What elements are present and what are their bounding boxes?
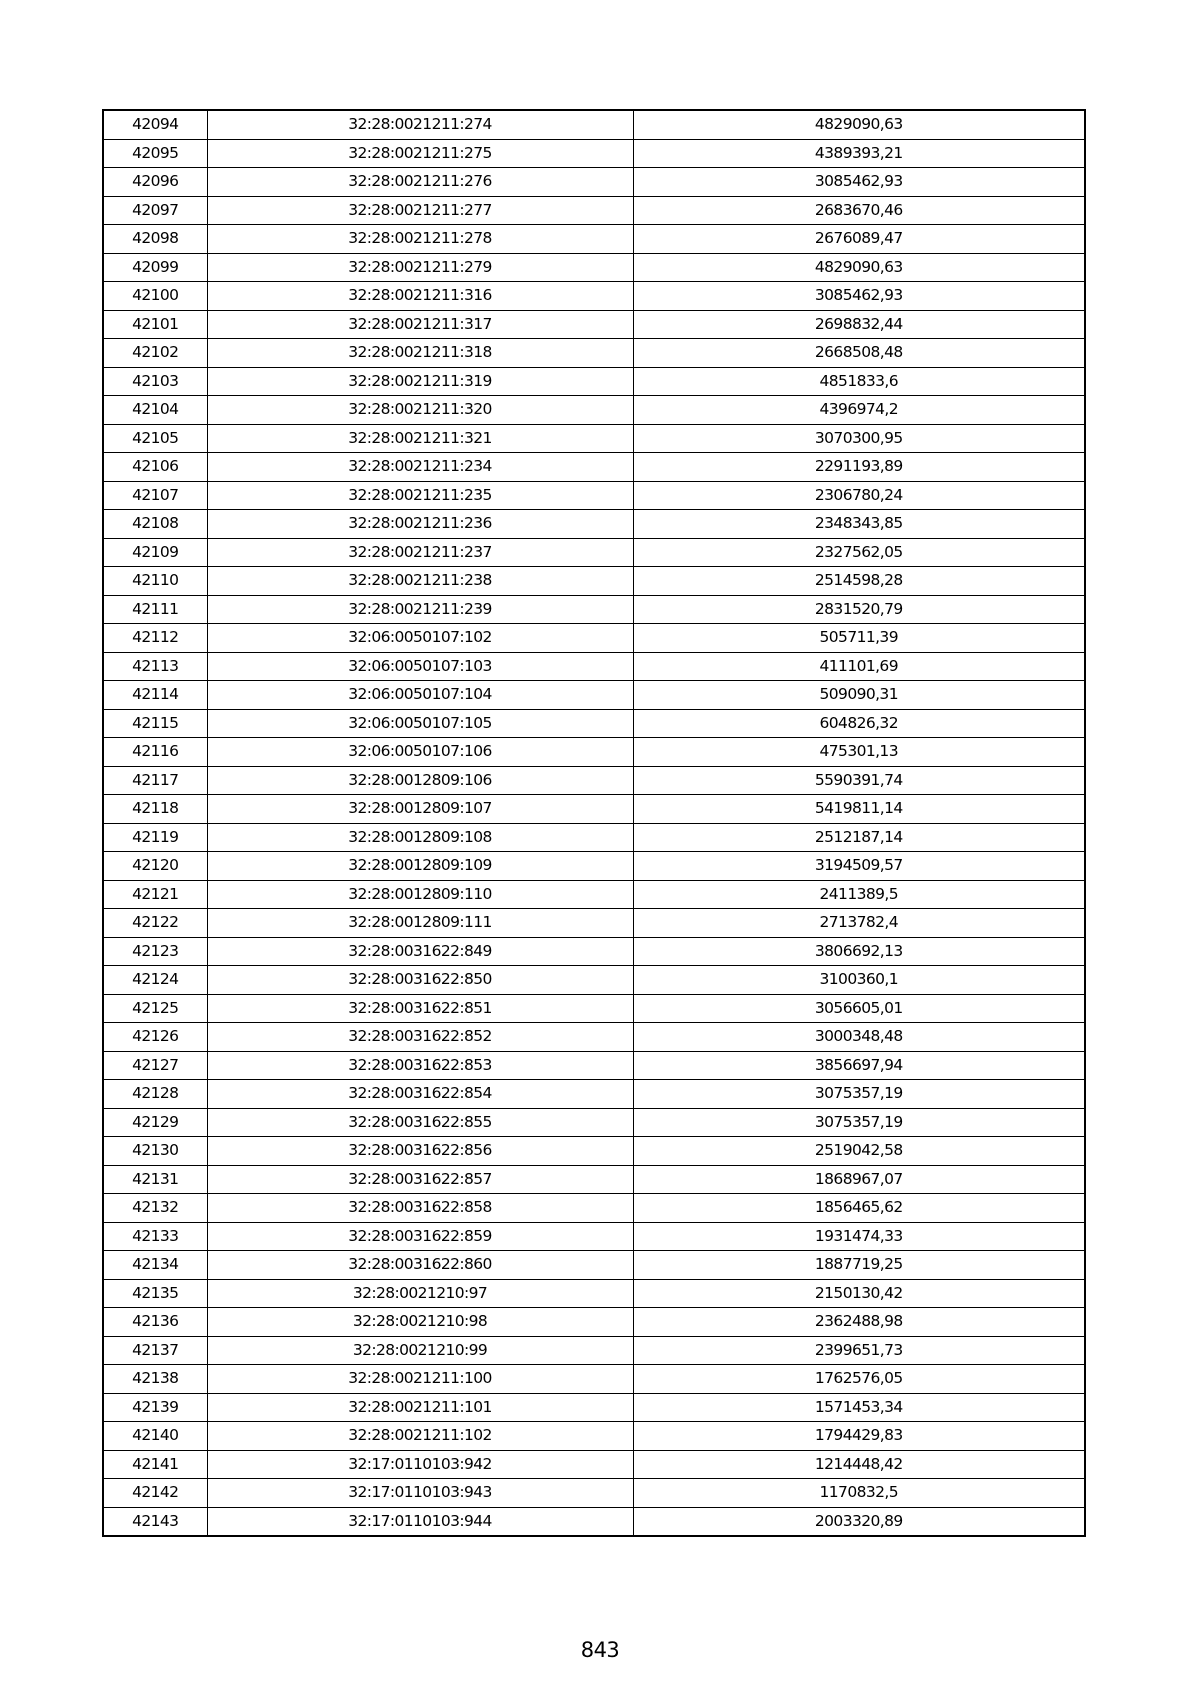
- row-number-cell: 42112: [103, 624, 207, 653]
- value-cell: 3000348,48: [633, 1023, 1085, 1052]
- cadastral-number-cell: 32:28:0031622:852: [207, 1023, 633, 1052]
- value-cell: 2519042,58: [633, 1137, 1085, 1166]
- table-row: [103, 937, 1085, 966]
- row-number-cell: 42118: [103, 795, 207, 824]
- cadastral-number-cell: 32:28:0021211:321: [207, 424, 633, 453]
- value-cell: 2676089,47: [633, 225, 1085, 254]
- cadastral-number-cell: 32:28:0021211:101: [207, 1393, 633, 1422]
- table-row: [103, 738, 1085, 767]
- table-row: [103, 624, 1085, 653]
- value-cell: 3075357,19: [633, 1108, 1085, 1137]
- cadastral-number-cell: 32:28:0021211:320: [207, 396, 633, 425]
- table-row: [103, 852, 1085, 881]
- table-row: [103, 196, 1085, 225]
- cadastral-number-cell: 32:28:0021211:102: [207, 1422, 633, 1451]
- value-cell: 2399651,73: [633, 1336, 1085, 1365]
- row-number-cell: 42105: [103, 424, 207, 453]
- cadastral-number-cell: 32:28:0021211:239: [207, 595, 633, 624]
- cadastral-number-cell: 32:06:0050107:106: [207, 738, 633, 767]
- row-number-cell: 42121: [103, 880, 207, 909]
- value-cell: 4829090,63: [633, 110, 1085, 139]
- value-cell: 2683670,46: [633, 196, 1085, 225]
- table-row: [103, 453, 1085, 482]
- table-row: [103, 1051, 1085, 1080]
- row-number-cell: 42100: [103, 282, 207, 311]
- value-cell: 4389393,21: [633, 139, 1085, 168]
- cadastral-number-cell: 32:28:0012809:108: [207, 823, 633, 852]
- table-row: [103, 681, 1085, 710]
- value-cell: 1571453,34: [633, 1393, 1085, 1422]
- table-row: [103, 1108, 1085, 1137]
- cadastral-number-cell: 32:28:0021211:100: [207, 1365, 633, 1394]
- table-row: [103, 1308, 1085, 1337]
- row-number-cell: 42098: [103, 225, 207, 254]
- value-cell: 2327562,05: [633, 538, 1085, 567]
- cadastral-number-cell: 32:28:0031622:849: [207, 937, 633, 966]
- row-number-cell: 42137: [103, 1336, 207, 1365]
- value-cell: 1856465,62: [633, 1194, 1085, 1223]
- value-cell: 411101,69: [633, 652, 1085, 681]
- row-number-cell: 42133: [103, 1222, 207, 1251]
- value-cell: 2306780,24: [633, 481, 1085, 510]
- cadastral-number-cell: 32:06:0050107:104: [207, 681, 633, 710]
- row-number-cell: 42122: [103, 909, 207, 938]
- table-row: [103, 481, 1085, 510]
- value-cell: 2362488,98: [633, 1308, 1085, 1337]
- cadastral-number-cell: 32:17:0110103:943: [207, 1479, 633, 1508]
- cadastral-number-cell: 32:28:0031622:859: [207, 1222, 633, 1251]
- value-cell: 3194509,57: [633, 852, 1085, 881]
- value-cell: 3085462,93: [633, 282, 1085, 311]
- table-row: [103, 994, 1085, 1023]
- row-number-cell: 42115: [103, 709, 207, 738]
- row-number-cell: 42139: [103, 1393, 207, 1422]
- table-row: [103, 538, 1085, 567]
- table-row: [103, 1080, 1085, 1109]
- cadastral-number-cell: 32:28:0021211:238: [207, 567, 633, 596]
- cadastral-number-cell: 32:06:0050107:103: [207, 652, 633, 681]
- table-row: [103, 1165, 1085, 1194]
- cadastral-number-cell: 32:28:0031622:860: [207, 1251, 633, 1280]
- cadastral-number-cell: 32:28:0021211:274: [207, 110, 633, 139]
- cadastral-number-cell: 32:28:0012809:106: [207, 766, 633, 795]
- table-row: [103, 1422, 1085, 1451]
- table-row: [103, 909, 1085, 938]
- table-row: [103, 567, 1085, 596]
- row-number-cell: 42126: [103, 1023, 207, 1052]
- cadastral-number-cell: 32:28:0021210:98: [207, 1308, 633, 1337]
- cadastral-number-cell: 32:28:0021211:317: [207, 310, 633, 339]
- row-number-cell: 42125: [103, 994, 207, 1023]
- table-row: [103, 339, 1085, 368]
- table-row: [103, 424, 1085, 453]
- value-cell: 5590391,74: [633, 766, 1085, 795]
- row-number-cell: 42099: [103, 253, 207, 282]
- cadastral-number-cell: 32:17:0110103:942: [207, 1450, 633, 1479]
- row-number-cell: 42106: [103, 453, 207, 482]
- table-row: [103, 282, 1085, 311]
- table-row: [103, 1222, 1085, 1251]
- cadastral-number-cell: 32:28:0021211:235: [207, 481, 633, 510]
- table-row: [103, 1507, 1085, 1536]
- table-row: [103, 310, 1085, 339]
- row-number-cell: 42110: [103, 567, 207, 596]
- cadastral-number-cell: 32:28:0031622:853: [207, 1051, 633, 1080]
- table-row: [103, 168, 1085, 197]
- row-number-cell: 42117: [103, 766, 207, 795]
- row-number-cell: 42127: [103, 1051, 207, 1080]
- row-number-cell: 42135: [103, 1279, 207, 1308]
- table-body: [103, 110, 1085, 1536]
- cadastral-number-cell: 32:28:0021210:99: [207, 1336, 633, 1365]
- table-row: [103, 1279, 1085, 1308]
- value-cell: 3085462,93: [633, 168, 1085, 197]
- value-cell: 1868967,07: [633, 1165, 1085, 1194]
- table-row: [103, 1479, 1085, 1508]
- row-number-cell: 42131: [103, 1165, 207, 1194]
- table-row: [103, 1137, 1085, 1166]
- value-cell: 1762576,05: [633, 1365, 1085, 1394]
- value-cell: 3070300,95: [633, 424, 1085, 453]
- table-row: [103, 367, 1085, 396]
- value-cell: 509090,31: [633, 681, 1085, 710]
- table-row: [103, 510, 1085, 539]
- value-cell: 2698832,44: [633, 310, 1085, 339]
- row-number-cell: 42143: [103, 1507, 207, 1536]
- row-number-cell: 42132: [103, 1194, 207, 1223]
- table-row: [103, 1194, 1085, 1223]
- row-number-cell: 42111: [103, 595, 207, 624]
- value-cell: 2668508,48: [633, 339, 1085, 368]
- table-row: [103, 709, 1085, 738]
- value-cell: 4829090,63: [633, 253, 1085, 282]
- table-row: [103, 880, 1085, 909]
- value-cell: 3056605,01: [633, 994, 1085, 1023]
- cadastral-number-cell: 32:28:0031622:855: [207, 1108, 633, 1137]
- cadastral-number-cell: 32:17:0110103:944: [207, 1507, 633, 1536]
- table-row: [103, 225, 1085, 254]
- cadastral-number-cell: 32:28:0031622:854: [207, 1080, 633, 1109]
- row-number-cell: 42113: [103, 652, 207, 681]
- row-number-cell: 42130: [103, 1137, 207, 1166]
- value-cell: 3856697,94: [633, 1051, 1085, 1080]
- row-number-cell: 42102: [103, 339, 207, 368]
- value-cell: 475301,13: [633, 738, 1085, 767]
- cadastral-number-cell: 32:06:0050107:105: [207, 709, 633, 738]
- row-number-cell: 42119: [103, 823, 207, 852]
- row-number-cell: 42136: [103, 1308, 207, 1337]
- row-number-cell: 42095: [103, 139, 207, 168]
- cadastral-number-cell: 32:28:0021211:237: [207, 538, 633, 567]
- row-number-cell: 42120: [103, 852, 207, 881]
- cadastral-number-cell: 32:28:0012809:110: [207, 880, 633, 909]
- value-cell: 2713782,4: [633, 909, 1085, 938]
- cadastral-number-cell: 32:28:0021211:276: [207, 168, 633, 197]
- row-number-cell: 42116: [103, 738, 207, 767]
- value-cell: 2514598,28: [633, 567, 1085, 596]
- table-row: [103, 595, 1085, 624]
- value-cell: 2348343,85: [633, 510, 1085, 539]
- value-cell: 3806692,13: [633, 937, 1085, 966]
- page-number: 843: [580, 1638, 620, 1662]
- cadastral-number-cell: 32:28:0021211:234: [207, 453, 633, 482]
- value-cell: 2831520,79: [633, 595, 1085, 624]
- cadastral-number-cell: 32:28:0021211:279: [207, 253, 633, 282]
- cadastral-number-cell: 32:06:0050107:102: [207, 624, 633, 653]
- value-cell: 1214448,42: [633, 1450, 1085, 1479]
- cadastral-number-cell: 32:28:0012809:109: [207, 852, 633, 881]
- value-cell: 505711,39: [633, 624, 1085, 653]
- value-cell: 2003320,89: [633, 1507, 1085, 1536]
- row-number-cell: 42096: [103, 168, 207, 197]
- row-number-cell: 42124: [103, 966, 207, 995]
- value-cell: 2512187,14: [633, 823, 1085, 852]
- row-number-cell: 42107: [103, 481, 207, 510]
- cadastral-number-cell: 32:28:0031622:858: [207, 1194, 633, 1223]
- value-cell: 3100360,1: [633, 966, 1085, 995]
- cadastral-number-cell: 32:28:0021211:318: [207, 339, 633, 368]
- row-number-cell: 42108: [103, 510, 207, 539]
- cadastral-number-cell: 32:28:0012809:107: [207, 795, 633, 824]
- cadastral-number-cell: 32:28:0021211:316: [207, 282, 633, 311]
- value-cell: 1887719,25: [633, 1251, 1085, 1280]
- row-number-cell: 42103: [103, 367, 207, 396]
- table-row: [103, 823, 1085, 852]
- table-row: [103, 966, 1085, 995]
- table-row: [103, 110, 1085, 139]
- cadastral-number-cell: 32:28:0021211:278: [207, 225, 633, 254]
- cadastral-number-cell: 32:28:0031622:850: [207, 966, 633, 995]
- table-row: [103, 795, 1085, 824]
- row-number-cell: 42123: [103, 937, 207, 966]
- table-row: [103, 1365, 1085, 1394]
- value-cell: 4396974,2: [633, 396, 1085, 425]
- data-table: [102, 109, 1086, 1537]
- value-cell: 4851833,6: [633, 367, 1085, 396]
- value-cell: 3075357,19: [633, 1080, 1085, 1109]
- row-number-cell: 42104: [103, 396, 207, 425]
- row-number-cell: 42142: [103, 1479, 207, 1508]
- cadastral-number-cell: 32:28:0021211:277: [207, 196, 633, 225]
- row-number-cell: 42109: [103, 538, 207, 567]
- row-number-cell: 42138: [103, 1365, 207, 1394]
- cadastral-number-cell: 32:28:0031622:857: [207, 1165, 633, 1194]
- table-row: [103, 1393, 1085, 1422]
- value-cell: 604826,32: [633, 709, 1085, 738]
- row-number-cell: 42129: [103, 1108, 207, 1137]
- table-row: [103, 1336, 1085, 1365]
- cadastral-number-cell: 32:28:0021211:319: [207, 367, 633, 396]
- table-row: [103, 396, 1085, 425]
- table-row: [103, 1023, 1085, 1052]
- cadastral-number-cell: 32:28:0012809:111: [207, 909, 633, 938]
- table-row: [103, 766, 1085, 795]
- table-row: [103, 139, 1085, 168]
- table-row: [103, 1251, 1085, 1280]
- value-cell: 5419811,14: [633, 795, 1085, 824]
- table-row: [103, 1450, 1085, 1479]
- row-number-cell: 42101: [103, 310, 207, 339]
- cadastral-number-cell: 32:28:0021211:236: [207, 510, 633, 539]
- row-number-cell: 42141: [103, 1450, 207, 1479]
- value-cell: 2411389,5: [633, 880, 1085, 909]
- table-row: [103, 652, 1085, 681]
- value-cell: 1170832,5: [633, 1479, 1085, 1508]
- cadastral-number-cell: 32:28:0021210:97: [207, 1279, 633, 1308]
- row-number-cell: 42134: [103, 1251, 207, 1280]
- row-number-cell: 42097: [103, 196, 207, 225]
- cadastral-number-cell: 32:28:0021211:275: [207, 139, 633, 168]
- table-row: [103, 253, 1085, 282]
- row-number-cell: 42094: [103, 110, 207, 139]
- value-cell: 2150130,42: [633, 1279, 1085, 1308]
- value-cell: 2291193,89: [633, 453, 1085, 482]
- cadastral-number-cell: 32:28:0031622:851: [207, 994, 633, 1023]
- cadastral-number-cell: 32:28:0031622:856: [207, 1137, 633, 1166]
- row-number-cell: 42114: [103, 681, 207, 710]
- value-cell: 1931474,33: [633, 1222, 1085, 1251]
- value-cell: 1794429,83: [633, 1422, 1085, 1451]
- row-number-cell: 42128: [103, 1080, 207, 1109]
- row-number-cell: 42140: [103, 1422, 207, 1451]
